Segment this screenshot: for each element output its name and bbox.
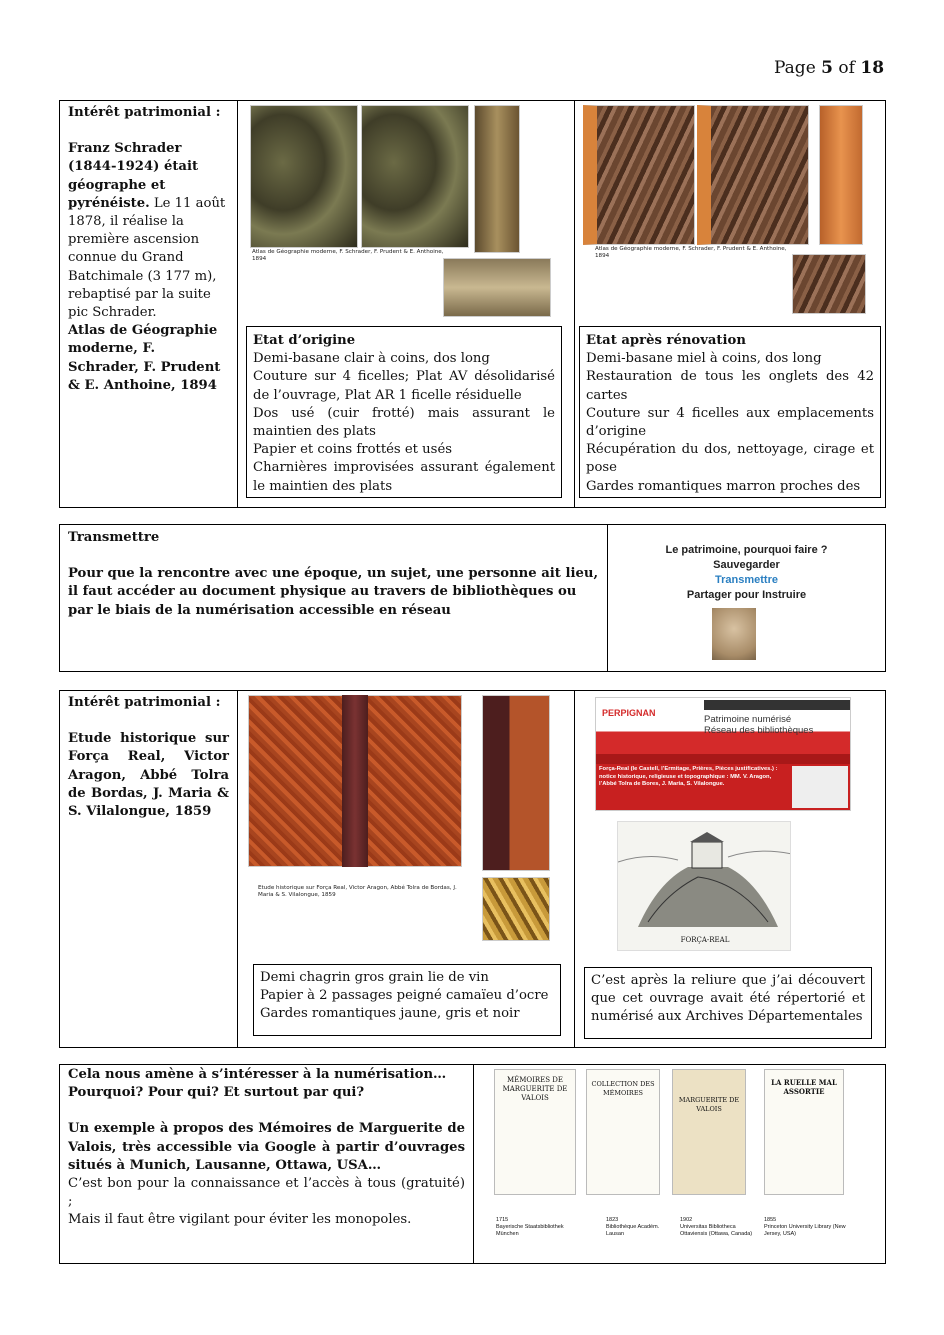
photo-caption: Atlas de Géographie moderne, F. Schrader, F. Prudent & E. Anthoine, 1894 xyxy=(252,249,444,262)
book-title-page xyxy=(764,1069,844,1195)
book-page-title: COLLECTION DES MÉMOIRES xyxy=(591,1080,655,1097)
book-title-page xyxy=(494,1069,576,1195)
book-page-title: LA RUELLE MAL ASSORTIE xyxy=(771,1078,837,1096)
photo-caption: Atlas de Géographie moderne, F. Schrader, F. Prudent & E. Anthoine, 1894 xyxy=(595,246,787,259)
section-heading: Intérêt patrimonial : xyxy=(68,695,221,710)
library-label: 1902 Universitas Bibliotheca Ottaviensis (Ottawa, Canada) xyxy=(680,1217,753,1237)
after-line: Demi-basane miel à coins, dos long xyxy=(586,351,822,367)
section-numerisation xyxy=(59,1064,886,1264)
forca-text-col xyxy=(60,691,238,1047)
numerisation-text-col xyxy=(60,1065,474,1263)
section-schrader xyxy=(59,100,886,508)
after-line: Restauration de tous les onglets des 42 cartes xyxy=(586,369,874,403)
desc-line: Gardes romantiques jaune, gris et noir xyxy=(260,1006,520,1022)
forca-web-col xyxy=(575,691,885,1047)
page-number: Page 5 of 18 xyxy=(774,58,885,78)
engraving-caption: FORÇA-REAL xyxy=(680,936,730,944)
photo-caption: Etude historique sur Força Real, Victor Aragon, Abbé Tolra de Bordas, J. Maria & S. Vilalongue, 1859 xyxy=(258,885,457,898)
transmettre-body: Pour que la rencontre avec une époque, un sujet, une personne ait lieu, il faut accéder au document physique au travers de bibliothèques ou par le biais de la numérisation accessible en réseau xyxy=(68,566,599,618)
transmettre-text-col xyxy=(60,525,608,671)
forca-title: Etude historique sur Força Real, Victor Aragon, Abbé Tolra de Bordas, J. Maria & S. Vilalongue, 1859 xyxy=(68,731,229,820)
after-line: Gardes romantiques marron proches des xyxy=(586,478,861,494)
graphic-line: Sauvegarder xyxy=(713,559,780,571)
transmettre-graphic xyxy=(608,525,885,671)
endpaper-photo xyxy=(482,877,550,941)
book-cover-photo xyxy=(361,105,469,248)
origin-line: Demi-basane clair à coins, dos long xyxy=(253,351,490,367)
after-line: Couture sur 4 ficelles aux emplacements d’origine xyxy=(586,405,874,440)
after-title: Etat après rénovation xyxy=(586,333,746,348)
renovated-cover-photo xyxy=(697,105,809,245)
section-forca-real xyxy=(59,690,886,1048)
section-transmettre xyxy=(59,524,886,672)
book-page-title: MARGUERITE DE VALOIS xyxy=(678,1096,740,1113)
desc-line: Demi chagrin gros grain lie de vin xyxy=(260,970,489,985)
renovated-cover-photo xyxy=(583,105,695,245)
book-title: Atlas de Géographie moderne, F. Schrader, F. Prudent & E. Anthoine, 1894 xyxy=(68,323,221,393)
after-col xyxy=(575,101,885,507)
graphic-line: Partager pour Instruire xyxy=(686,589,807,601)
graphic-question: Le patrimoine, pourquoi faire ? xyxy=(665,544,828,556)
after-line: Récupération du dos, nettoyage, cirage et pose xyxy=(586,442,874,476)
desc-line: Papier à 2 passages peigné camaïeu d’ocre xyxy=(260,988,549,1004)
book-cover-photo xyxy=(250,105,358,248)
book-title-page xyxy=(672,1069,746,1195)
numerisation-line: C’est bon pour la connaissance et l’accès à tous (gratuité) ; xyxy=(68,1176,465,1210)
library-label: 1823 Bibliothèque Académ. Lausan xyxy=(606,1217,660,1237)
forca-desc-box xyxy=(253,964,561,1036)
forca-note-box: C’est après la reliure que j’ai découvert que cet ouvrage avait été répertorié et numérisé aux Archives Départementales xyxy=(584,967,872,1039)
origin-line: Couture sur 4 ficelles; Plat AV désolidarisé de l’ouvrage, Plat AR 1 ficelle résiduelle xyxy=(253,369,555,403)
book-title-page xyxy=(586,1069,660,1195)
renovated-paper-photo xyxy=(792,254,866,314)
schrader-bio: Franz Schrader (1844-1924) était géographe et pyrénéiste. Le 11 août 1878, il réalise la première ascension connue du Grand Batchimale (3 177 m), rebaptisé par la suite pic Schrader. xyxy=(68,141,226,321)
engraving-image xyxy=(617,821,791,951)
website-subtitle: Réseau des bibliothèques xyxy=(704,725,814,736)
numerisation-line: Pourquoi? Pour qui? Et surtout par qui? xyxy=(68,1085,365,1101)
book-spine-photo xyxy=(342,695,368,867)
website-record-title: Força-Real (le Castell, l’Ermitage, Prières, Pièces justificatives.) : notice historique, religieuse et topographique : MM. V. Aragon, l’Abbé Tolra de Bores, J. Maria, S. Vilalongue. xyxy=(599,766,778,787)
origin-col xyxy=(238,101,575,507)
library-label: 1715 Bayerische Staatsbibliothek München xyxy=(496,1217,564,1237)
numerisation-line: Mais il faut être vigilant pour éviter les monopoles. xyxy=(68,1212,412,1228)
book-open-photo xyxy=(443,258,551,317)
book-page-title: MÉMOIRES DE MARGUERITE DE VALOIS xyxy=(502,1076,568,1102)
website-title: Patrimoine numérisé xyxy=(704,714,792,725)
statue-photo xyxy=(712,608,756,660)
origin-line: Dos usé (cuir frotté) mais assurant le maintien des plats xyxy=(253,405,555,440)
origin-line: Charnières improvisées assurant également le maintien des plats xyxy=(253,460,555,494)
website-brand: PERPIGNAN xyxy=(602,708,656,718)
section-heading: Transmettre xyxy=(68,530,160,545)
schrader-text-col xyxy=(60,101,238,507)
origin-title: Etat d’origine xyxy=(253,333,356,348)
book-closed-photo xyxy=(482,695,550,871)
forca-photos-col xyxy=(238,691,575,1047)
website-screenshot xyxy=(595,697,851,811)
library-label: 1855 Princeton University Library (New Jersey, USA) xyxy=(764,1217,846,1237)
after-box xyxy=(579,326,881,498)
renovated-spine-photo xyxy=(819,105,863,245)
origin-box xyxy=(246,326,562,498)
books-gallery xyxy=(474,1065,885,1263)
numerisation-line: Cela nous amène à s’intéresser à la numérisation… xyxy=(68,1067,447,1082)
origin-line: Papier et coins frottés et usés xyxy=(253,442,453,458)
graphic-line: Transmettre xyxy=(715,574,778,586)
section-heading: Intérêt patrimonial : xyxy=(68,105,221,120)
numerisation-example: Un exemple à propos des Mémoires de Marguerite de Valois, très accessible via Google à partir d’ouvrages situés à Munich, Lausanne, Ottawa, USA… xyxy=(68,1121,465,1173)
book-spine-photo xyxy=(474,105,520,253)
